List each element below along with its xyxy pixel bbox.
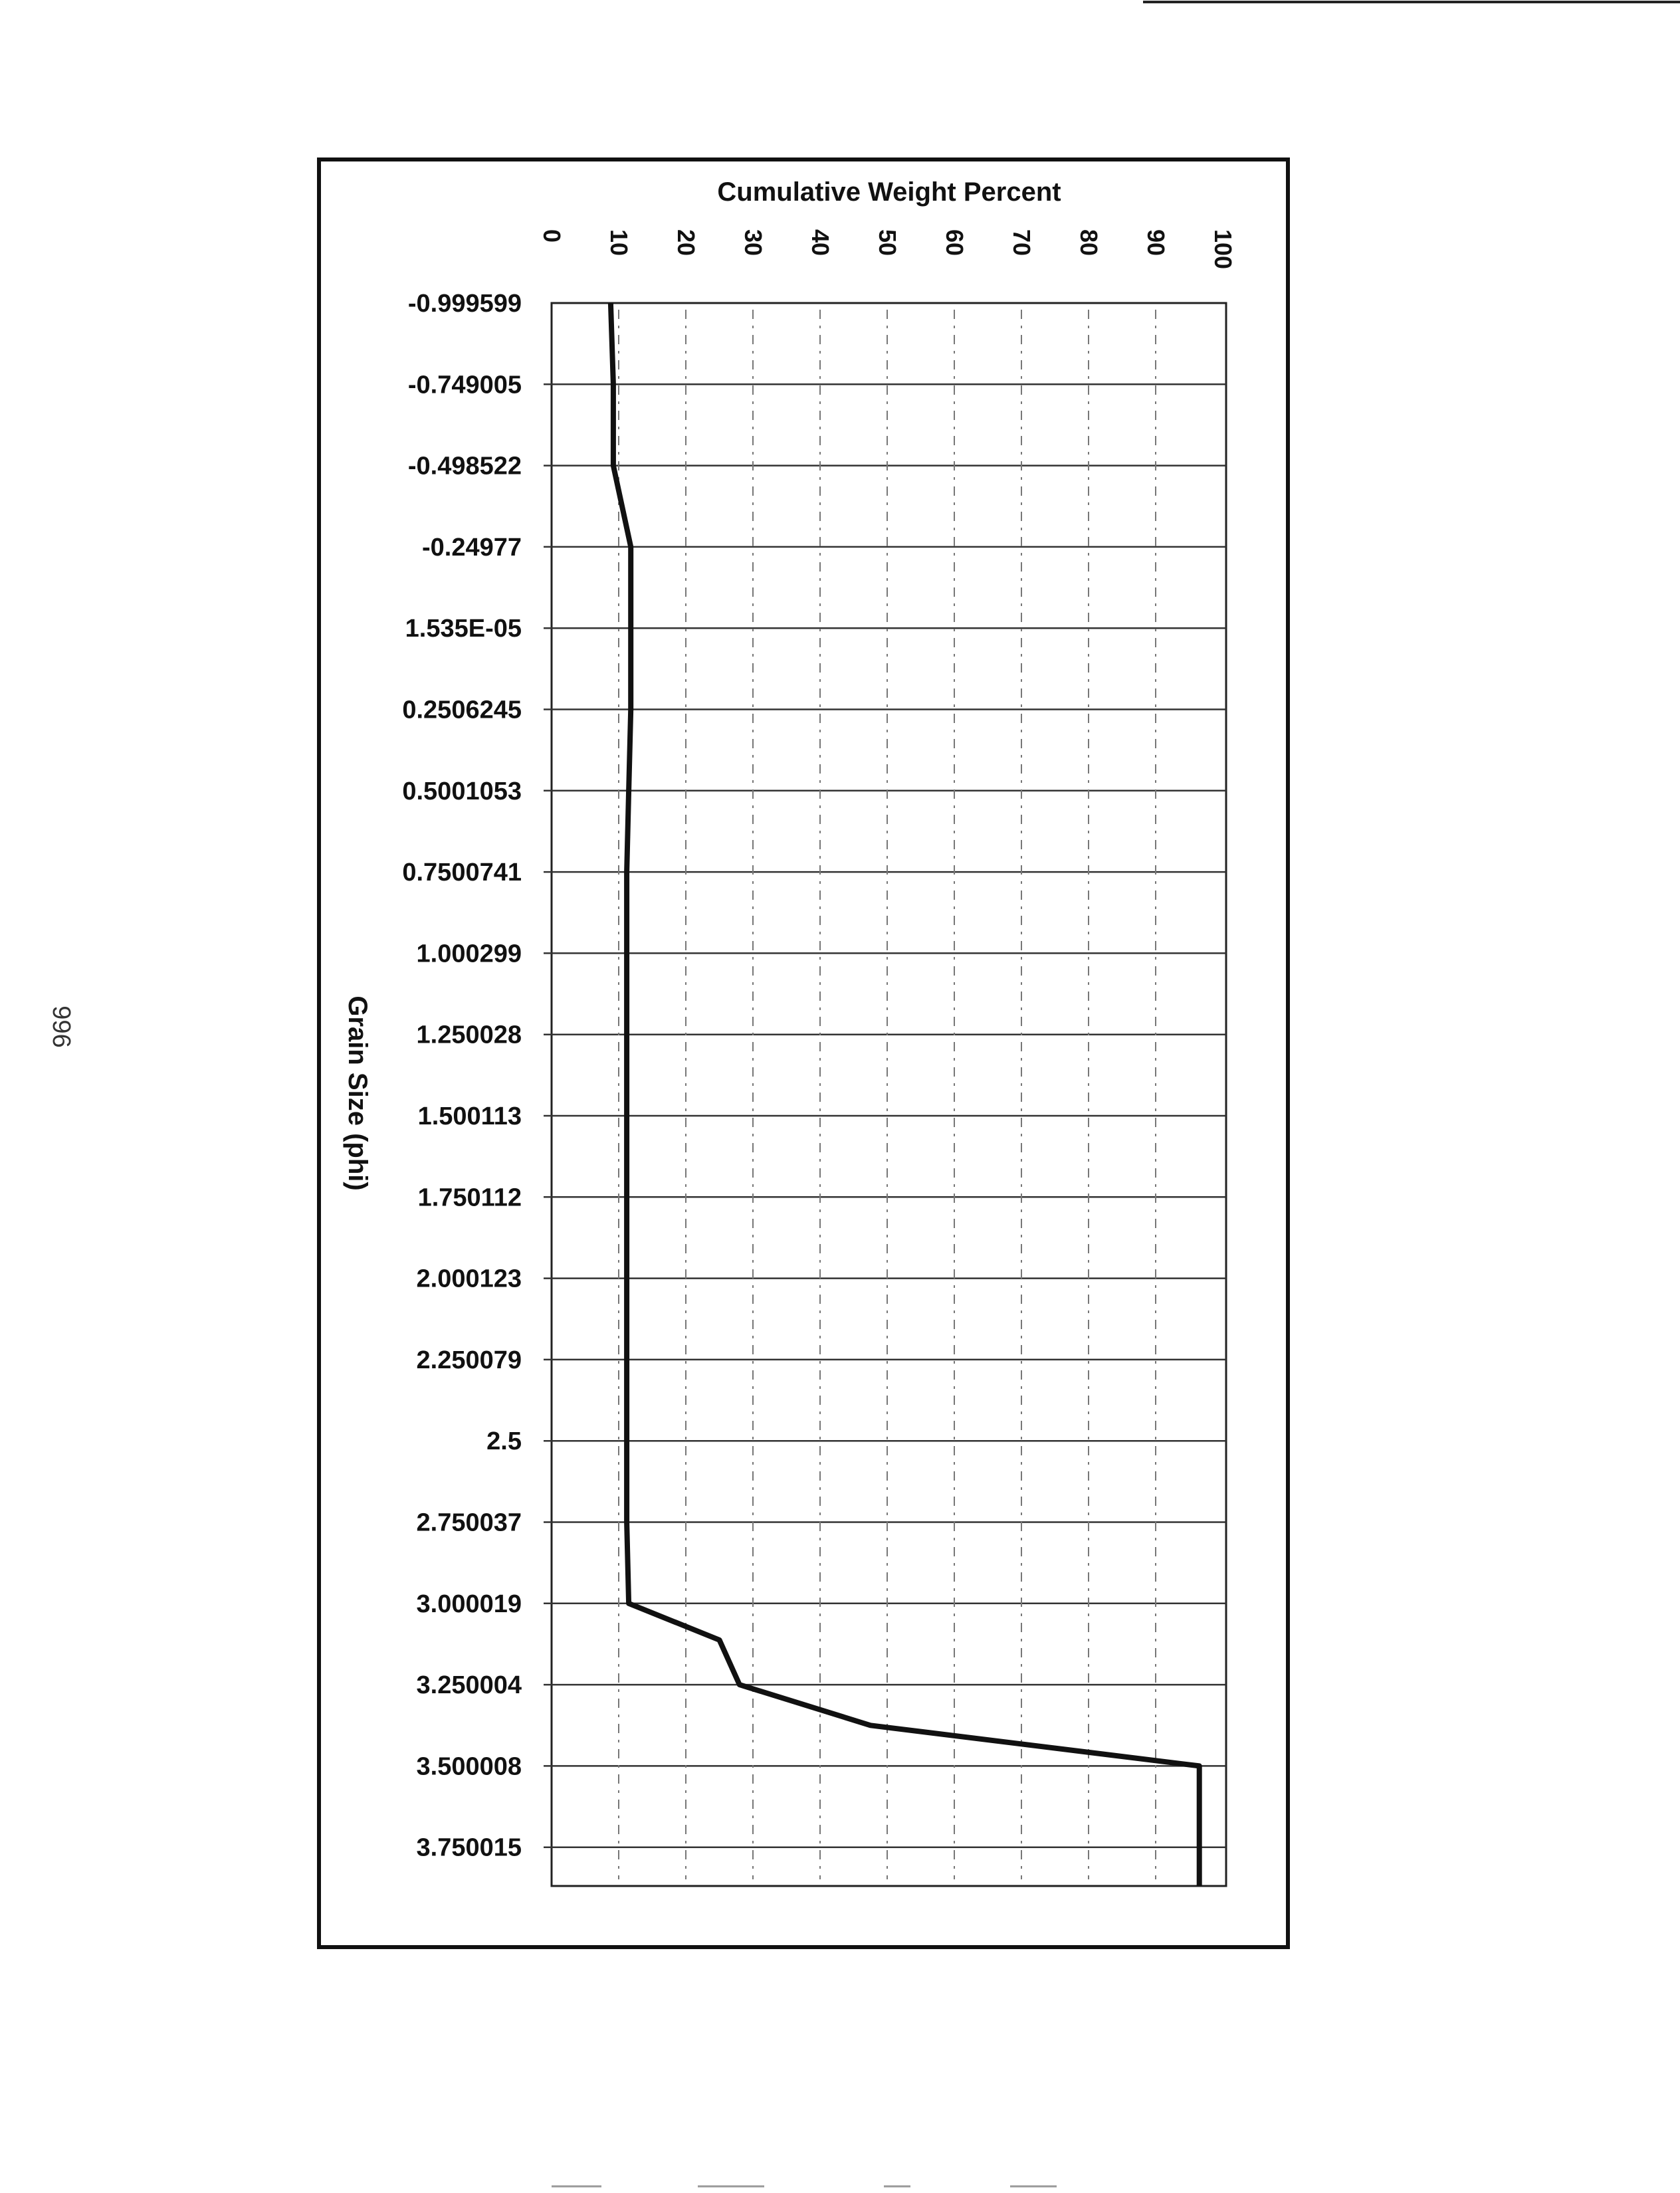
y-tick-label: 1.000299	[416, 940, 522, 968]
x-tick-label: 40	[807, 229, 834, 257]
y-tick-label: 3.250004	[416, 1671, 522, 1700]
y-axis-title: Grain Size (phi)	[343, 995, 372, 1191]
y-tick-label: 0.5001053	[402, 777, 522, 805]
y-tick-label: -0.24977	[421, 533, 522, 562]
y-tick-label: 1.750112	[417, 1184, 522, 1212]
x-tick-label: 90	[1142, 229, 1170, 257]
x-tick-label: 70	[1008, 229, 1035, 257]
y-tick-label: 2.000123	[416, 1265, 522, 1293]
x-tick-label: 10	[605, 229, 633, 257]
x-tick-label: 0	[538, 229, 566, 243]
series-line	[611, 303, 1200, 1886]
y-tick-label: -0.498522	[407, 452, 522, 480]
page-number: 996	[47, 1005, 75, 1048]
x-axis-title: Cumulative Weight Percent	[717, 177, 1061, 207]
x-tick-label: 80	[1075, 229, 1102, 257]
plot-border	[552, 303, 1226, 1886]
y-tick-label: 1.250028	[416, 1021, 522, 1049]
x-tick-label: 20	[673, 229, 700, 257]
vertical-gridlines	[619, 310, 1156, 1879]
y-tick-label: 3.750015	[416, 1833, 522, 1862]
y-tick-label: 2.250079	[416, 1346, 522, 1374]
y-tick-labels	[402, 290, 522, 1862]
y-tick-label: 2.5	[486, 1427, 522, 1456]
y-tick-label: 0.2506245	[402, 696, 522, 724]
y-tick-label: 3.500008	[416, 1752, 522, 1781]
y-tick-label: -0.749005	[407, 371, 522, 399]
x-tick-label: 100	[1209, 229, 1237, 270]
x-tick-label: 50	[874, 229, 901, 257]
y-tick-label: 3.000019	[416, 1590, 522, 1618]
y-tick-label: 1.500113	[417, 1102, 522, 1130]
y-tick-label: 0.7500741	[402, 859, 522, 887]
horizontal-gridlines	[544, 384, 1226, 1847]
x-tick-label: 30	[740, 229, 767, 257]
y-tick-label: 2.750037	[416, 1509, 522, 1537]
y-tick-label: 1.535E-05	[405, 615, 522, 643]
y-tick-label: -0.999599	[407, 290, 522, 318]
x-tick-label: 60	[941, 229, 968, 257]
plot-area	[544, 303, 1226, 1886]
x-tick-labels	[538, 229, 1237, 269]
